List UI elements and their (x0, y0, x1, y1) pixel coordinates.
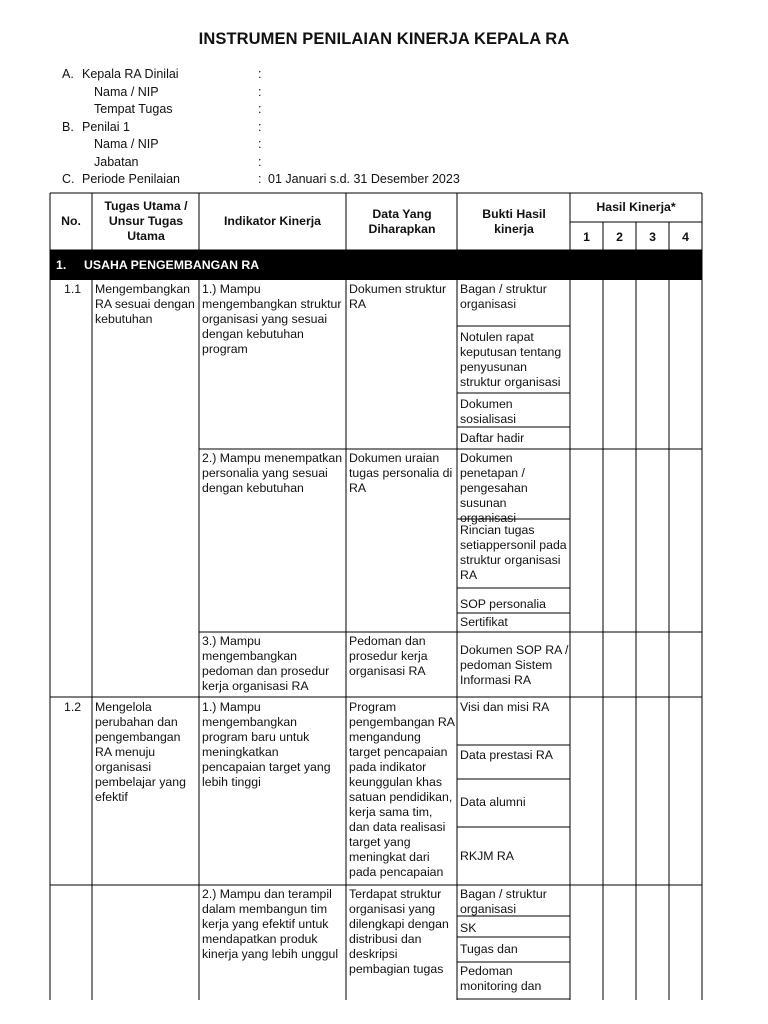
bukti-cell: Pedoman monitoring dan (460, 964, 542, 993)
colon: : (258, 67, 262, 81)
section-title: USAHA PENGEMBANGAN RA (84, 258, 260, 272)
label-periode: Periode Penilaian (82, 172, 180, 186)
label-nama-nip-a: Nama / NIP (94, 84, 159, 99)
bukti-cell: Tugas dan (460, 942, 518, 956)
bukti-cell: Notulen rapat keputusan tentang penyusunan struktur organisasi (460, 330, 562, 389)
tugas-utama-cell: Mengembangkan RA sesuai dengan kebutuhan (95, 282, 195, 326)
header-no: No. (61, 214, 81, 228)
section-letter-a: A. (62, 67, 74, 81)
header-data: Data Yang Diharapkan (368, 207, 436, 236)
page-title: INSTRUMEN PENILAIAN KINERJA KEPALA RA (198, 30, 570, 48)
section-letter-c: C. (62, 172, 75, 186)
bukti-cell: Bagan / struktur organisasi (460, 282, 547, 311)
label-jabatan: Jabatan (94, 154, 139, 169)
bukti-cell: Data alumni (460, 795, 526, 809)
bukti-cell: RKJM RA (460, 849, 514, 863)
bukti-cell: Dokumen SOP RA / pedoman Sistem Informasi RA (460, 643, 569, 687)
bukti-cell: SK (460, 921, 477, 935)
bukti-cell: Rincian tugas setiappersonil pada struktur organisasi RA (460, 523, 567, 582)
colon: : (258, 172, 262, 186)
indikator-cell: 1.) Mampu mengembangkan struktur organisasi yang sesuai dengan kebutuhan program (202, 282, 342, 356)
header-score-2: 2 (616, 230, 623, 244)
data-cell: Dokumen struktur RA (349, 282, 447, 311)
tugas-utama-cell: Mengelola perubahan dan pengembangan RA menuju organisasi pembelajar yang efektif (95, 700, 186, 804)
colon: : (258, 102, 262, 116)
label-penilai: Penilai 1 (82, 119, 130, 134)
header-score-3: 3 (649, 230, 656, 244)
header-score-4: 4 (682, 230, 689, 244)
data-cell: Terdapat struktur organisasi yang dilengkapi dengan distribusi dan deskripsi pembagian tugas (349, 887, 449, 976)
header-indikator: Indikator Kinerja (223, 214, 322, 228)
colon: : (258, 119, 262, 134)
header-score-1: 1 (583, 230, 590, 244)
header-tugas-utama: Tugas Utama / Unsur Tugas Utama (104, 199, 188, 243)
bukti-cell: Sertifikat (460, 615, 508, 629)
label-tempat-tugas: Tempat Tugas (94, 102, 173, 116)
indikator-cell: 2.) Mampu dan terampil dalam membangun tim kerja yang efektif untuk mendapatkan produk kinerja yang lebih unggul (202, 887, 339, 961)
indikator-cell: 1.) Mampu mengembangkan program baru untuk meningkatkan pencapaian target yang lebih tinggi (202, 700, 331, 789)
header-hasil-kinerja: Hasil Kinerja* (596, 200, 676, 214)
bukti-cell: SOP personalia (460, 597, 546, 611)
bukti-cell: Daftar hadir (460, 431, 525, 445)
indikator-cell: 3.) Mampu mengembangkan pedoman dan prosedur kerja organisasi RA (202, 634, 330, 693)
label-nama-nip-b: Nama / NIP (94, 137, 159, 151)
row-number: 1.1 (64, 282, 82, 296)
colon: : (258, 137, 262, 151)
periode-value: 01 Januari s.d. 31 Desember 2023 (268, 172, 460, 186)
bukti-cell: Dokumen sosialisasi (460, 397, 517, 426)
bukti-cell: Bagan / struktur organisasi (460, 887, 547, 916)
label-kepala-ra: Kepala RA Dinilai (82, 67, 179, 81)
header-bukti: Bukti Hasil kinerja (482, 207, 546, 236)
data-cell: Dokumen uraian tugas personalia di RA (349, 451, 453, 495)
section-bar (50, 250, 702, 280)
bukti-cell: Dokumen penetapan / pengesahan susunan organisasi (460, 451, 528, 525)
section-number: 1. (56, 258, 67, 272)
colon: : (258, 84, 262, 99)
data-cell: Program pengembangan RA mengandung target pencapaian pada indikator keunggulan khas satuan pendidikan, kerja sama tim, dan data realisasi target yang meningkat dari pada pencapaian (349, 700, 455, 879)
bukti-cell: Data prestasi RA (460, 748, 553, 762)
data-cell: Pedoman dan prosedur kerja organisasi RA (349, 634, 428, 678)
section-letter-b: B. (62, 119, 74, 134)
row-number: 1.2 (64, 700, 82, 714)
bukti-cell: Visi dan misi RA (460, 700, 550, 714)
colon: : (258, 154, 262, 169)
indikator-cell: 2.) Mampu menempatkan personalia yang sesuai dengan kebutuhan (202, 451, 343, 495)
